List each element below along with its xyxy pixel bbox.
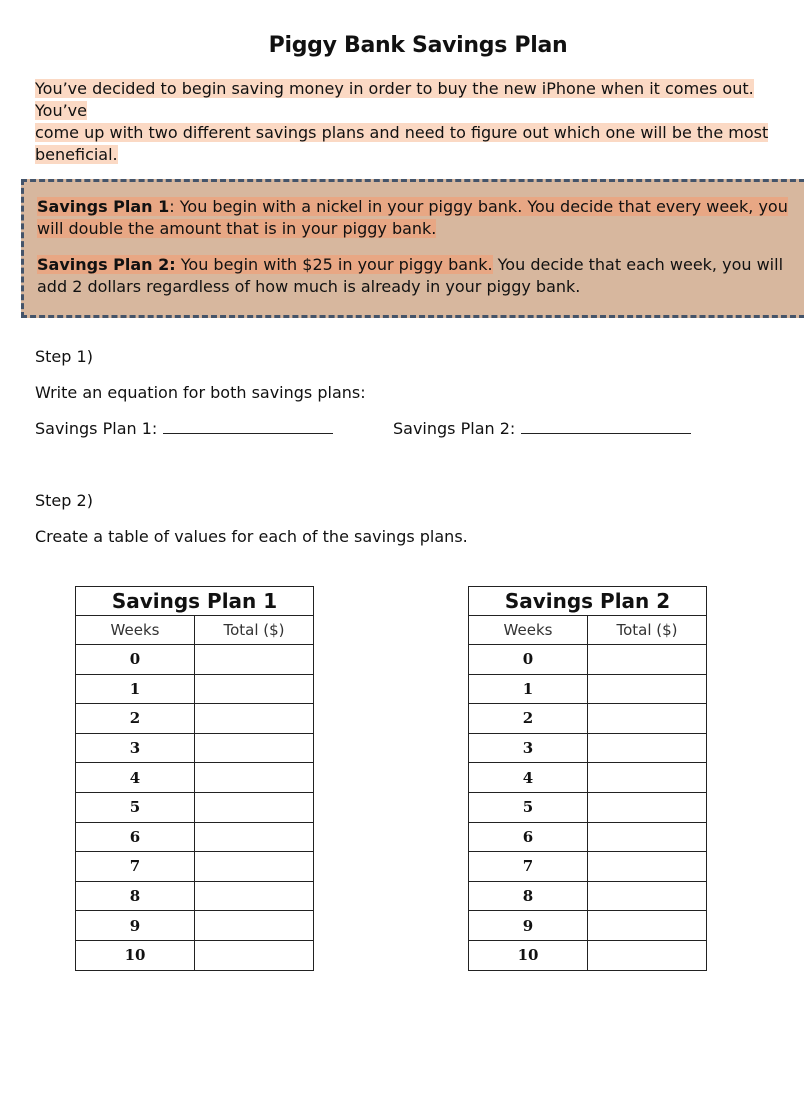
savings-plans-box [21, 179, 804, 318]
total-cell[interactable] [195, 763, 314, 793]
table-row [469, 674, 707, 704]
week-cell: 6 [469, 822, 588, 852]
intro-paragraph [35, 78, 801, 166]
week-cell: 8 [76, 881, 195, 911]
table-row [469, 940, 707, 970]
week-cell: 2 [76, 704, 195, 734]
total-cell[interactable] [588, 733, 707, 763]
week-cell: 6 [76, 822, 195, 852]
table-row [76, 881, 314, 911]
table-row [469, 792, 707, 822]
total-cell[interactable] [195, 881, 314, 911]
table-row [76, 704, 314, 734]
total-cell[interactable] [588, 792, 707, 822]
table-row [469, 911, 707, 941]
total-cell[interactable] [588, 763, 707, 793]
total-column-header: Total ($) [588, 616, 707, 645]
week-cell: 3 [469, 733, 588, 763]
total-cell[interactable] [588, 852, 707, 882]
equation-1-blank[interactable] [163, 420, 333, 434]
week-cell: 1 [76, 674, 195, 704]
table-row [469, 852, 707, 882]
plan-1-text-line-2: will double the amount that is in your piggy bank. [37, 219, 437, 238]
intro-line-2: come up with two different savings plans and need to figure out which one will be the most [35, 123, 769, 142]
table-row [469, 704, 707, 734]
table-caption: Savings Plan 2 [469, 587, 707, 616]
total-cell[interactable] [195, 733, 314, 763]
intro-line-3: beneficial. [35, 145, 118, 164]
total-cell[interactable] [588, 881, 707, 911]
plan-1-text: : You begin with a nickel in your piggy bank. You decide that every week, you [169, 197, 788, 216]
table-row [76, 822, 314, 852]
plan-2-table [468, 586, 707, 971]
plan-2-description [37, 254, 795, 298]
plan-2-label: Savings Plan 2: [37, 255, 176, 274]
plan-2-text-line-2: add 2 dollars regardless of how much is already in your piggy bank. [37, 277, 581, 296]
intro-line-1: You’ve decided to begin saving money in order to buy the new iPhone when it comes out. You’ve [35, 79, 754, 120]
total-cell[interactable] [195, 704, 314, 734]
week-cell: 4 [76, 763, 195, 793]
table-row [469, 763, 707, 793]
week-cell: 10 [76, 940, 195, 970]
total-cell[interactable] [588, 940, 707, 970]
week-cell: 4 [469, 763, 588, 793]
table-row [469, 881, 707, 911]
week-cell: 9 [76, 911, 195, 941]
week-cell: 5 [469, 792, 588, 822]
table-caption: Savings Plan 1 [76, 587, 314, 616]
table-row [76, 911, 314, 941]
total-cell[interactable] [588, 911, 707, 941]
equation-2-blank[interactable] [521, 420, 691, 434]
total-cell[interactable] [195, 645, 314, 675]
plan-2-highlight-text: You begin with $25 in your piggy bank. [175, 255, 493, 274]
plan-1-description [37, 196, 795, 240]
week-cell: 10 [469, 940, 588, 970]
week-cell: 8 [469, 881, 588, 911]
equation-2-row [393, 419, 691, 439]
total-cell[interactable] [195, 674, 314, 704]
page-title: Piggy Bank Savings Plan [268, 33, 568, 58]
table-row [76, 792, 314, 822]
weeks-column-header: Weeks [76, 616, 195, 645]
week-cell: 7 [76, 852, 195, 882]
total-cell[interactable] [588, 822, 707, 852]
plan-2-text: You decide that each week, you will [492, 255, 784, 274]
table-row [76, 852, 314, 882]
table-row [76, 674, 314, 704]
plan-1-label: Savings Plan 1 [37, 197, 170, 216]
table-row [469, 822, 707, 852]
week-cell: 2 [469, 704, 588, 734]
total-cell[interactable] [195, 940, 314, 970]
step-2-heading: Step 2) [35, 491, 93, 510]
weeks-column-header: Weeks [469, 616, 588, 645]
week-cell: 9 [469, 911, 588, 941]
total-cell[interactable] [195, 822, 314, 852]
plan-1-table [75, 586, 314, 971]
week-cell: 1 [469, 674, 588, 704]
week-cell: 0 [76, 645, 195, 675]
step-2-instruction: Create a table of values for each of the savings plans. [35, 527, 468, 546]
total-cell[interactable] [588, 645, 707, 675]
total-cell[interactable] [588, 674, 707, 704]
table-row [76, 733, 314, 763]
total-cell[interactable] [195, 852, 314, 882]
table-row [76, 645, 314, 675]
table-row [469, 733, 707, 763]
table-row [469, 645, 707, 675]
total-cell[interactable] [195, 792, 314, 822]
total-cell[interactable] [588, 704, 707, 734]
total-column-header: Total ($) [195, 616, 314, 645]
equation-1-label: Savings Plan 1: [35, 419, 158, 438]
step-1-instruction: Write an equation for both savings plans: [35, 383, 366, 402]
equation-2-label: Savings Plan 2: [393, 419, 516, 438]
total-cell[interactable] [195, 911, 314, 941]
week-cell: 7 [469, 852, 588, 882]
step-1-heading: Step 1) [35, 347, 93, 366]
week-cell: 0 [469, 645, 588, 675]
week-cell: 3 [76, 733, 195, 763]
equation-1-row [35, 419, 333, 439]
table-row [76, 940, 314, 970]
week-cell: 5 [76, 792, 195, 822]
table-row [76, 763, 314, 793]
